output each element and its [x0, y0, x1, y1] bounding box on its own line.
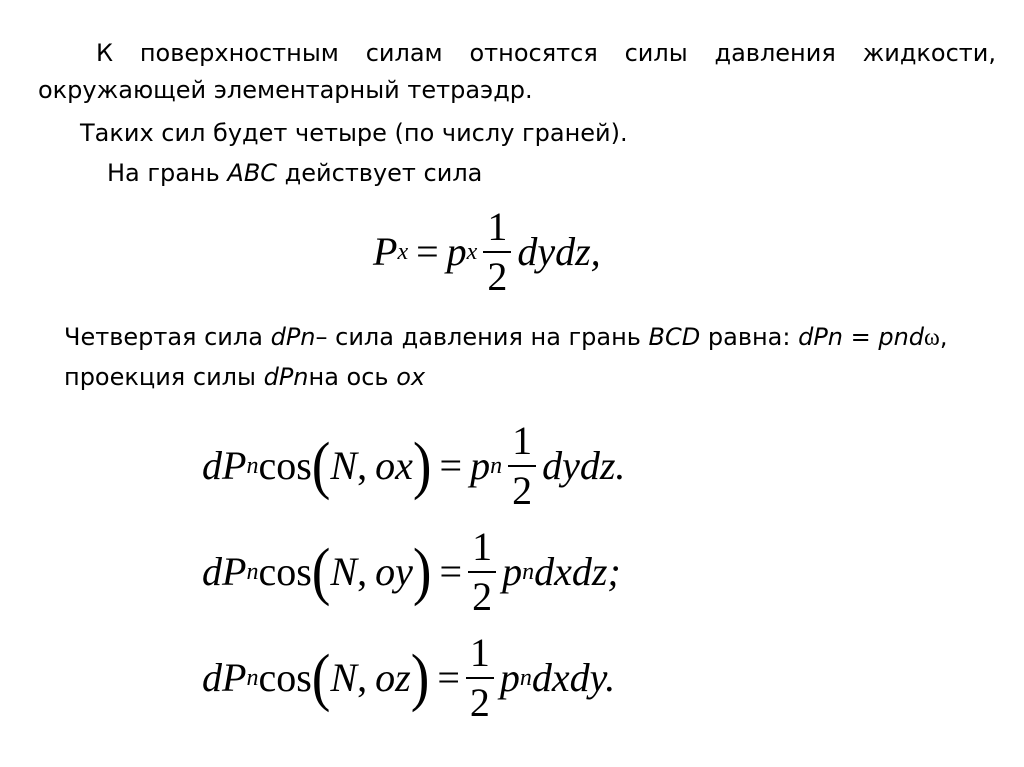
formula-cos: cos — [258, 443, 312, 488]
fraction-numerator: 1 — [472, 524, 493, 569]
formula-normal: N — [330, 655, 358, 700]
fraction-numerator: 1 — [512, 418, 533, 463]
formula-lparen: ( — [311, 642, 331, 714]
face-label: BCD — [648, 323, 701, 351]
formula-lparen: ( — [311, 536, 331, 608]
fraction-denominator: 2 — [469, 680, 490, 725]
text-part: – сила давления на грань — [315, 323, 649, 351]
formula-pressure: p — [499, 655, 520, 700]
text-part: Четвертая сила — [64, 323, 271, 351]
formula-comma: , — [357, 655, 368, 700]
symbol-omega: ω — [924, 325, 940, 351]
paragraph-fourth-force-line1 — [64, 320, 947, 355]
paragraph-surface-forces-line1 — [38, 36, 996, 70]
fraction-numerator: 1 — [487, 204, 508, 249]
symbol-dpn: dPn — [263, 363, 309, 391]
formula-cos: cos — [258, 655, 312, 700]
text-part: равна: — [700, 323, 799, 351]
fraction-denominator: 2 — [487, 254, 508, 299]
formula-fraction — [466, 630, 494, 725]
symbol-dpn: dPn — [270, 323, 316, 351]
paragraph-face-abc — [107, 156, 482, 190]
formula-tail: dydz, — [517, 229, 601, 274]
formula-axis: oz — [375, 655, 411, 700]
formula-axis: oy — [375, 549, 413, 594]
fraction-denominator: 2 — [512, 468, 533, 513]
paragraph-text: Таких сил будет четыре (по числу граней). — [80, 119, 628, 147]
formula-px: P x = p x $\frac{1}{2}$ dydz, — [373, 204, 601, 299]
formula-pressure: p — [470, 443, 491, 488]
text-suffix: действует сила — [277, 159, 483, 187]
fraction-numerator: 1 — [469, 630, 490, 675]
formula-equals: = — [437, 655, 460, 700]
paragraph-fourth-force-line2 — [64, 360, 425, 394]
face-label: ABC — [227, 159, 278, 187]
formula-dp: dP — [202, 443, 247, 488]
formula-fraction — [483, 204, 511, 299]
formula-equals: = — [439, 443, 463, 488]
text-part: проекция силы — [64, 363, 264, 391]
formula-fraction — [508, 418, 536, 513]
formula-lhs: P — [373, 229, 398, 274]
formula-pressure: p — [502, 549, 523, 594]
formula-projection-oy: dP n cos ( N , oy ) = $\frac{1}{2}$ p n dxdz; — [202, 524, 621, 619]
formula-projection-ox: dP n cos ( N , ox ) = p n $\frac{1}{2}$ dydz. — [202, 418, 626, 513]
formula-tail: dydz. — [542, 443, 626, 488]
formula-rparen: ) — [412, 430, 432, 502]
equation-inline: dPn = pnd — [798, 323, 925, 351]
formula-projection-oz: dP n cos ( N , oz ) = $\frac{1}{2}$ p n dxdy. — [202, 630, 616, 725]
formula-tail: dxdy. — [531, 655, 616, 700]
formula-comma: , — [357, 443, 368, 488]
formula-normal: N — [330, 549, 358, 594]
fraction-denominator: 2 — [472, 574, 493, 619]
paragraph-text: окружающей элементарный тетраэдр. — [38, 76, 533, 104]
text-prefix: На грань — [107, 159, 228, 187]
formula-equals: = — [439, 549, 463, 594]
formula-dp: dP — [202, 549, 247, 594]
text-part: , — [939, 323, 948, 351]
formula-rparen: ) — [410, 642, 430, 714]
formula-cos: cos — [258, 549, 312, 594]
text-part: на ось — [308, 363, 397, 391]
formula-comma: , — [357, 549, 368, 594]
paragraph-text: К поверхностным силам относятся силы давления жидкости, — [96, 39, 996, 67]
formula-rparen: ) — [412, 536, 432, 608]
axis-label: ox — [396, 363, 426, 391]
formula-normal: N — [330, 443, 358, 488]
formula-axis: ox — [375, 443, 413, 488]
formula-tail: dxdz; — [534, 549, 621, 594]
paragraph-four-forces — [80, 116, 628, 150]
paragraph-surface-forces-line2 — [38, 73, 533, 107]
formula-equals: = — [416, 229, 439, 274]
formula-lparen: ( — [311, 430, 331, 502]
formula-pressure: p — [446, 229, 467, 274]
formula-fraction — [468, 524, 496, 619]
formula-dp: dP — [202, 655, 247, 700]
